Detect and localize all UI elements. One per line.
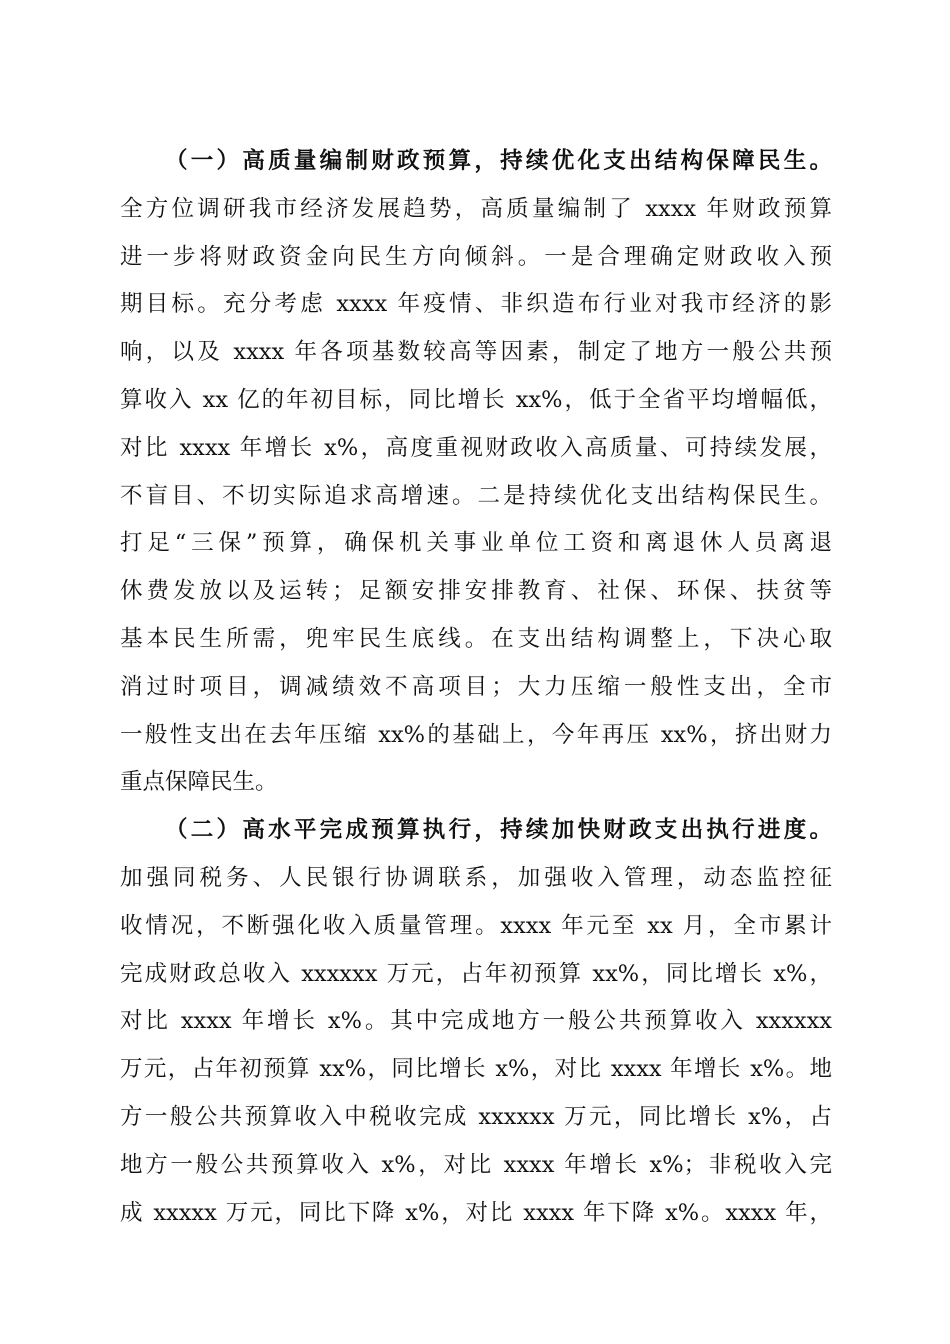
section-1-line: 消过时项目，调减绩效不高项目；大力压缩一般性支出，全市 [120,673,832,700]
document-body [120,138,832,1237]
section-1-line: 响，以及 xxxx 年各项基数较高等因素，制定了地方一般公共预 [120,339,832,366]
section-2-line: 地方一般公共预算收入 x%，对比 xxxx 年增长 x%；非税收入完 [120,1151,832,1178]
section-2-line: 加强同税务、人民银行协调联系，加强收入管理，动态监控征 [120,864,832,891]
section-2-heading: （二）高水平完成预算执行，持续加快财政支出执行进度。 [165,817,832,844]
section-1-heading: （一）高质量编制财政预算，持续优化支出结构保障民生。 [165,148,832,174]
section-1-line: 全方位调研我市经济发展趋势，高质量编制了 xxxx 年财政预算 [120,195,832,222]
section-2-line: 收情况，不断强化收入质量管理。xxxx 年元至 xx 月，全市累计 [120,912,832,939]
section-1-line: 进一步将财政资金向民生方向倾斜。一是合理确定财政收入预 [120,243,832,270]
section-1-line: 对比 xxxx 年增长 x%，高度重视财政收入高质量、可持续发展， [120,434,832,461]
section-1-line: 算收入 xx 亿的年初目标，同比增长 xx%，低于全省平均增幅低， [120,386,832,413]
section-1-line: 不盲目、不切实际追求高增速。二是持续优化支出结构保民生。 [120,482,832,509]
section-1-line: 打足“三保”预算，确保机关事业单位工资和离退休人员离退 [120,530,832,557]
section-2-line: 对比 xxxx 年增长 x%。其中完成地方一般公共预算收入 xxxxxx [120,1008,832,1035]
section-1-line: 基本民生所需，兜牢民生底线。在支出结构调整上，下决心取 [120,625,832,652]
section-2-line: 方一般公共预算收入中税收完成 xxxxxx 万元，同比增长 x%，占 [120,1103,832,1130]
section-2-line: 完成财政总收入 xxxxxx 万元，占年初预算 xx%，同比增长 x%， [120,960,832,987]
section-1-line: 休费发放以及运转；足额安排安排教育、社保、环保、扶贫等 [120,578,832,605]
section-1-line: 期目标。充分考虑 xxxx 年疫情、非织造布行业对我市经济的影 [120,291,832,318]
section-2-line: 成 xxxxx 万元，同比下降 x%，对比 xxxx 年下降 x%。xxxx 年， [120,1199,832,1226]
section-1-line: 重点保障民生。 [120,769,278,796]
section-2-line: 万元，占年初预算 xx%，同比增长 x%，对比 xxxx 年增长 x%。地 [120,1056,832,1083]
section-1-line: 一般性支出在去年压缩 xx%的基础上，今年再压 xx%，挤出财力 [120,721,832,748]
